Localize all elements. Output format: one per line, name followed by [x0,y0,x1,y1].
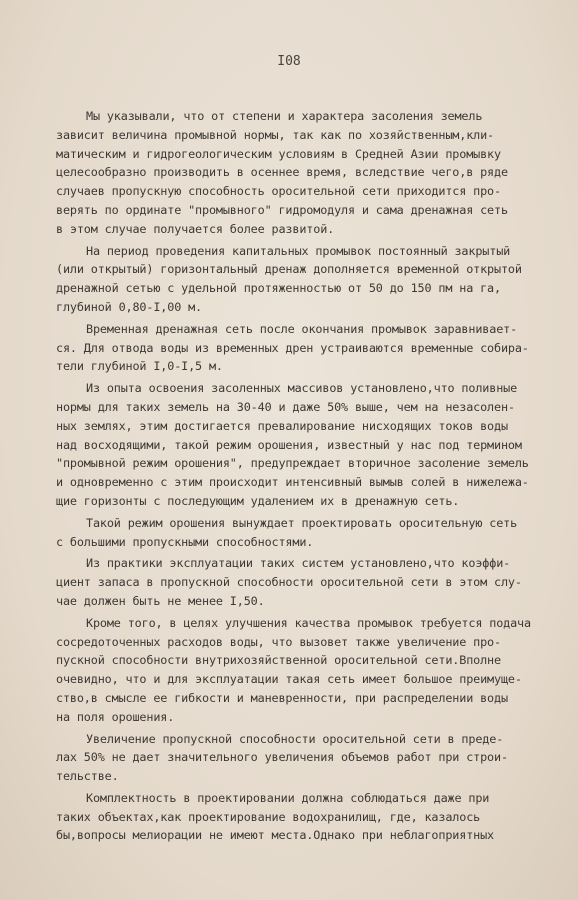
paragraph [56,107,552,239]
text-line: глубиной 0,80-I,00 м. [56,299,202,314]
text-line: целесообразно производить в осеннее время, вследствие чего,в ряде [56,165,508,180]
text-line: лах 50% не дает значительного увеличения объемов работ при строи- [56,750,508,765]
text-line: нормы для таких земель на 30-40 и даже 50% выше, чем на незасолен- [56,399,515,414]
text-line: случаев пропускную способность оросительной сети приходится про- [56,184,501,199]
paragraph [56,320,552,376]
text-line: дренажной сетью с удельной протяженностью от 50 до 150 пм на га, [56,281,501,296]
paragraph [56,514,552,552]
paragraph [56,789,552,845]
text-line: над восходящими, такой режим орошения, известный у нас под термином [56,437,522,452]
paragraph [56,554,552,610]
text-line: сосредоточенных расходов воды, что вызовет также увеличение про- [56,634,501,649]
text-line: на поля орошения. [56,709,175,724]
text-line: зависит величина промывной нормы, так как по хозяйственным,кли- [56,127,494,142]
paragraph [56,379,552,511]
text-line: чае должен быть не менее I,50. [56,593,265,608]
text-line: (или открытый) горизонтальный дренаж дополняется временной открытой [56,262,522,277]
paragraph [56,614,552,727]
text-line: верять по ординате "промывного" гидромодуля и сама дренажная сеть [56,202,508,217]
paragraph [56,730,552,786]
text-line: ся. Для отвода воды из временных дрен устраиваются временные собира- [56,340,529,355]
text-line: Комплектность в проектировании должна соблюдаться даже при [86,790,490,805]
text-line: бы,вопросы мелиорации не имеют места.Однако при неблагоприятных [56,828,494,843]
text-line: пускной способности внутрихозяйственной оросительной сети.Вполне [56,653,501,668]
text-line: Такой режим орошения вынуждает проектировать оросительную сеть [86,515,518,530]
text-line: циент запаса в пропускной способности оросительной сети в этом слу- [56,575,522,590]
text-line: матическим и гидрогеологическим условиям в Средней Азии промывку [56,146,501,161]
text-line: "промывной режим орошения", предупреждает вторичное засоление земель [56,456,529,471]
text-line: ство,в смысле ее гибкости и маневренности, при распределении воды [56,690,508,705]
text-line: Из практики эксплуатации таких систем установлено,что коэффи- [86,556,511,571]
paragraph [56,242,552,317]
text-line: Временная дренажная сеть после окончания промывок заравнивает- [86,321,518,336]
text-line: с большими пропускными способностями. [56,534,314,549]
text-line: тели глубиной I,0-I,5 м. [56,359,223,374]
page-number: I08 [277,54,301,69]
text-line: ных землях, этим достигается превалирование нисходящих токов воды [56,418,508,433]
text-line: в этом случае получается более развитой. [56,221,335,236]
text-line: Кроме того, в целях улучшения качества промывок требуется подача [86,615,531,630]
text-line: щие горизонты с последующим удалением их в дренажную сеть. [56,493,460,508]
text-line: очевидно, что и для эксплуатации такая сеть имеет большое преимуще- [56,672,522,687]
text-line: Увеличение пропускной способности оросительной сети в преде- [86,731,504,746]
text-line: Мы указывали, что от степени и характера засоления земель [86,109,483,123]
text-line: тельстве. [56,769,119,784]
text-line: таких объектах,как проектирование водохранилищ, где, казалось [56,809,481,824]
text-line: Из опыта освоения засоленных массивов установлено,что поливные [86,381,518,396]
body-text [56,107,552,848]
text-line: На период проведения капитальных промывок постоянный закрытый [86,243,511,258]
text-line: и одновременно с этим происходит интенсивный вымыв солей в нижележа- [56,475,529,490]
